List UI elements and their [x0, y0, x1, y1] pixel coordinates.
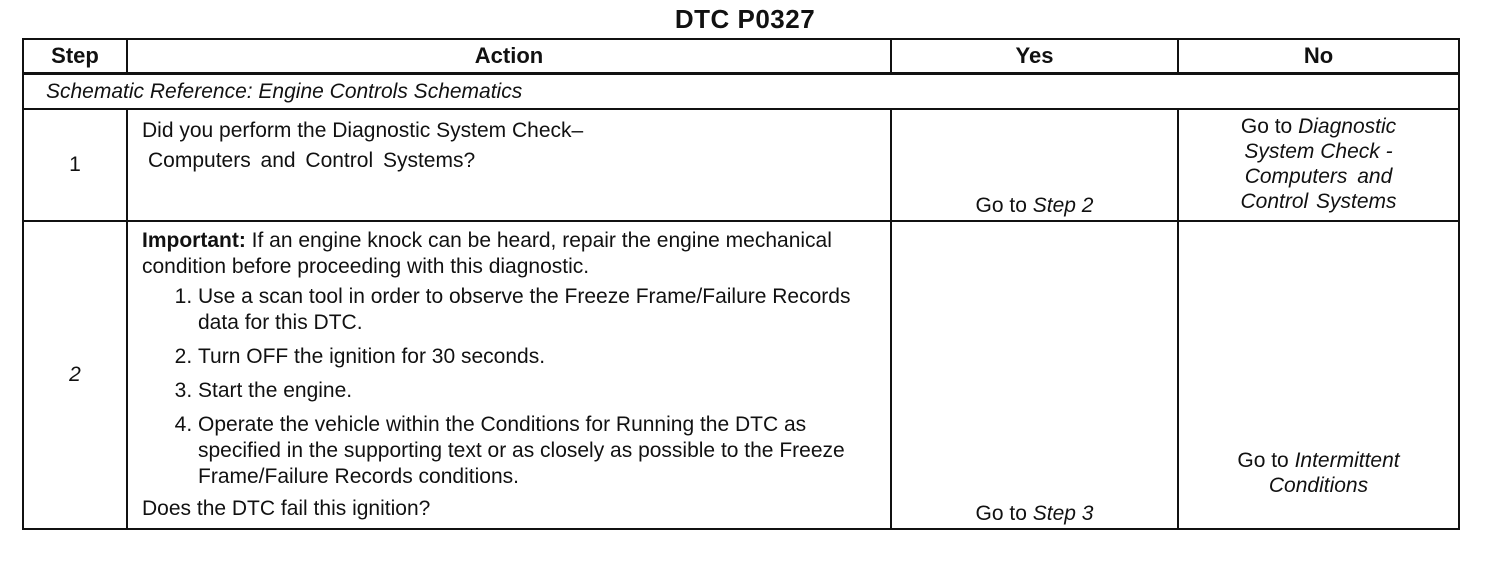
action-cell: [127, 221, 891, 529]
step-number: 2: [23, 221, 127, 529]
list-item: 1. Use a scan tool in order to observe the Freeze Frame/Failure Records data for this DTC.: [198, 284, 870, 336]
important-label: Important:: [142, 229, 246, 252]
action-text: Computers and Control Systems?: [148, 149, 476, 172]
no-link[interactable]: System Check -: [1244, 140, 1393, 163]
no-prefix: Go to: [1237, 449, 1289, 472]
list-item: 4. Operate the vehicle within the Conditions for Running the DTC as specified in the supporting text or as closely as possible to the Freeze Frame/Failure Records conditions.: [198, 412, 870, 490]
table-row: [23, 221, 1459, 529]
no-link[interactable]: Conditions: [1268, 474, 1369, 497]
no-link[interactable]: Intermittent: [1294, 449, 1400, 472]
no-cell: [1178, 109, 1459, 221]
step-number: 1: [23, 109, 127, 221]
action-text: Did you perform the Diagnostic System Check–: [142, 119, 584, 142]
header-yes: Yes: [891, 39, 1178, 74]
schematic-reference: Schematic Reference: Engine Controls Schematics: [23, 74, 1459, 110]
header-step: Step: [23, 39, 127, 74]
list-item: 3. Start the engine.: [198, 378, 870, 404]
no-cell: [1178, 221, 1459, 529]
no-prefix: Go to: [1240, 115, 1293, 138]
header-action: Action: [127, 39, 891, 74]
substep-list: [142, 284, 870, 490]
header-row: [23, 39, 1459, 74]
dtc-table: [22, 38, 1460, 530]
list-item: 2. Turn OFF the ignition for 30 seconds.: [198, 344, 870, 370]
no-link[interactable]: Computers and: [1244, 165, 1393, 188]
important-text: If an engine knock can be heard, repair the engine mechanical condition before proceeding with this diagnostic.: [142, 229, 832, 278]
no-link[interactable]: Control Systems: [1240, 190, 1397, 213]
important-note: [142, 228, 870, 280]
no-link[interactable]: Diagnostic: [1298, 115, 1397, 138]
schematic-row: [23, 74, 1459, 110]
yes-prefix: Go to: [975, 502, 1027, 525]
table-row: [23, 109, 1459, 221]
yes-cell: [891, 109, 1178, 221]
page-title: DTC P0327: [674, 4, 816, 34]
question-text: Does the DTC fail this ignition?: [142, 497, 431, 520]
yes-prefix: Go to: [975, 194, 1027, 217]
yes-step-link[interactable]: Step 2: [1032, 194, 1094, 217]
yes-step-link[interactable]: Step 3: [1032, 502, 1094, 525]
header-no: No: [1178, 39, 1459, 74]
action-cell: [127, 109, 891, 221]
yes-cell: [891, 221, 1178, 529]
